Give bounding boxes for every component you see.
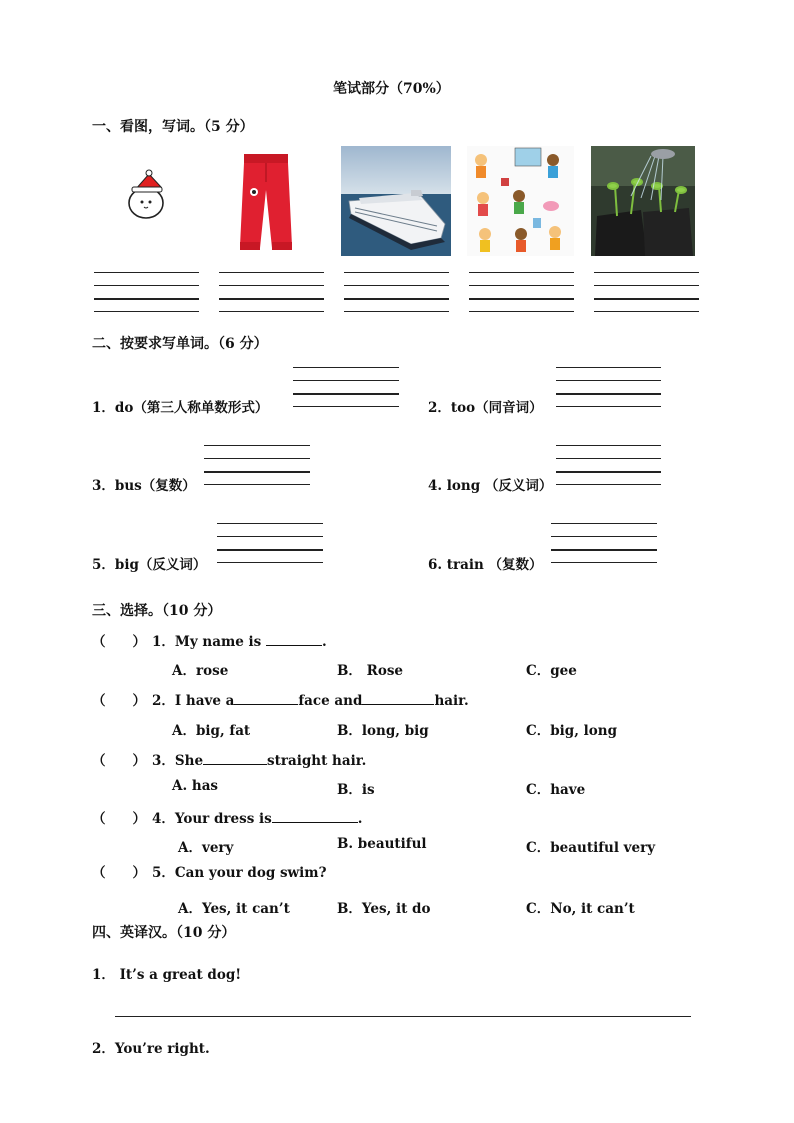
answer-paren-1[interactable]: （ ） (92, 634, 146, 650)
question-4-text: 4．Your dress is (152, 811, 272, 827)
option-1b[interactable]: B． Rose (337, 663, 404, 679)
question-3 (152, 749, 366, 769)
option-4b[interactable]: B. beautiful (337, 836, 427, 852)
writing-lines-2[interactable] (219, 272, 324, 314)
answer-lines-3[interactable] (204, 445, 310, 487)
option-1a[interactable]: A．rose (172, 663, 229, 679)
item-2-label: 2．too（同音词） (428, 400, 543, 416)
blank-2b[interactable] (362, 690, 434, 705)
answer-paren-3[interactable]: （ ） (92, 753, 146, 769)
answer-paren-2[interactable]: （ ） (92, 693, 146, 709)
option-5b[interactable]: B．Yes, it do (337, 901, 431, 917)
option-2a[interactable]: A．big, fat (172, 723, 251, 739)
answer-lines-6[interactable] (551, 523, 657, 565)
snowman-icon (115, 160, 185, 230)
item-3-label: 3．bus（复数） (92, 478, 196, 494)
option-3a[interactable]: A. has (172, 778, 219, 794)
blank-4[interactable] (272, 808, 358, 823)
question-2-text: 2．I have a (152, 693, 235, 709)
option-3b[interactable]: B．is (337, 782, 375, 798)
writing-lines-5[interactable] (594, 272, 699, 314)
question-2-mid: face and (298, 693, 363, 709)
item-4-label: 4. long （反义词） (428, 478, 553, 494)
answer-lines-5[interactable] (217, 523, 323, 565)
red-pants-icon (236, 152, 296, 256)
answer-paren-4[interactable]: （ ） (92, 811, 146, 827)
writing-lines-4[interactable] (469, 272, 574, 314)
answer-lines-1[interactable] (293, 367, 399, 409)
section-2-heading: 二、按要求写单词。（6 分） (92, 336, 268, 352)
question-5-text: 5．Can your dog swim? (152, 865, 327, 881)
option-3c[interactable]: C．have (526, 782, 586, 798)
question-2 (152, 689, 469, 709)
question-1 (152, 630, 327, 650)
question-4 (152, 807, 362, 827)
answer-lines-2[interactable] (556, 367, 661, 409)
answer-paren-5[interactable]: （ ） (92, 865, 146, 881)
question-1-text: 1．My name is (152, 634, 266, 650)
page-title: 笔试部分（70%） (333, 81, 450, 97)
translate-question-2: 2．You’re right. (92, 1041, 210, 1057)
question-2-end: hair. (434, 693, 469, 709)
blank-3[interactable] (203, 750, 267, 765)
question-3-end: straight hair. (267, 753, 367, 769)
item-5-label: 5．big（反义词） (92, 557, 207, 573)
writing-lines-1[interactable] (94, 272, 199, 314)
writing-lines-3[interactable] (344, 272, 449, 314)
watering-plants-icon (591, 146, 695, 256)
translation-line-1[interactable] (115, 1016, 691, 1017)
option-5c[interactable]: C．No, it can’t (526, 901, 635, 917)
option-2b[interactable]: B．long, big (337, 723, 429, 739)
option-4c[interactable]: C．beautiful very (526, 840, 656, 856)
option-2c[interactable]: C．big, long (526, 723, 618, 739)
item-1-label: 1．do（第三人称单数形式） (92, 400, 269, 416)
question-3-text: 3．She (152, 753, 204, 769)
option-1c[interactable]: C．gee (526, 663, 577, 679)
blank-2a[interactable] (234, 690, 298, 705)
cruise-ship-icon (341, 146, 451, 256)
translate-question-1: 1． It’s a great dog! (92, 967, 242, 983)
option-4a[interactable]: A．very (178, 840, 234, 856)
question-4-end: . (357, 811, 363, 827)
kids-doing-chores-icon (467, 146, 574, 256)
option-5a[interactable]: A．Yes, it can’t (178, 901, 290, 917)
section-3-heading: 三、选择。（10 分） (92, 603, 222, 619)
item-6-label: 6. train （复数） (428, 557, 543, 573)
answer-lines-4[interactable] (556, 445, 661, 487)
question-1-end: . (321, 634, 327, 650)
blank-1[interactable] (266, 631, 322, 646)
section-1-heading: 一、看图，写词。（5 分） (92, 119, 254, 135)
section-4-heading: 四、英译汉。（10 分） (92, 925, 236, 941)
